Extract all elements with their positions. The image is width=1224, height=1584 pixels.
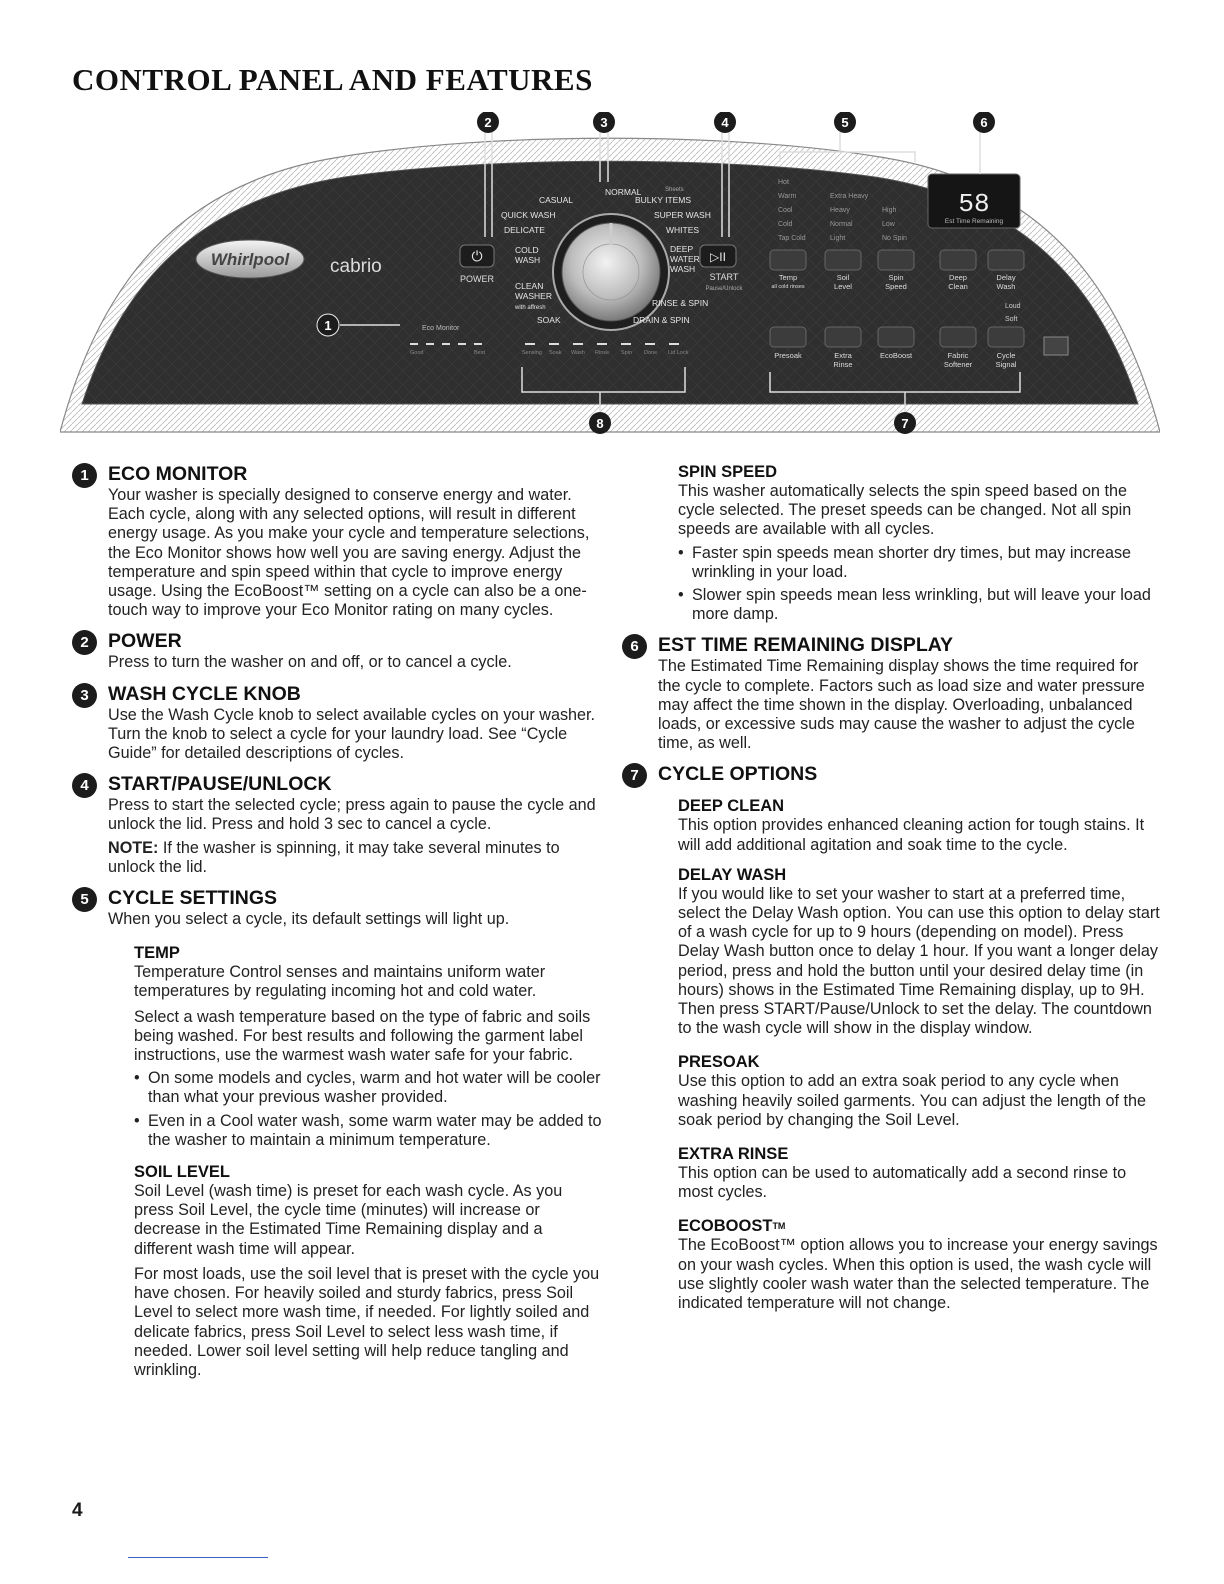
section-heading: CYCLE OPTIONS [658, 763, 818, 786]
svg-text:Spin: Spin [621, 350, 633, 356]
subsection-heading: TEMP [134, 944, 180, 963]
subsection-heading [678, 1216, 1162, 1236]
svg-text:Extra Heavy: Extra Heavy [830, 193, 869, 200]
paragraph: This option provides enhanced cleaning action for tough stains. It will add additional agitation and soak time to the cycle. [678, 816, 1145, 854]
svg-text:Sensing: Sensing [522, 350, 542, 356]
svg-text:DELICATE: DELICATE [504, 225, 545, 235]
section-heading: EST TIME REMAINING DISPLAY [658, 634, 954, 657]
paragraph: This option can be used to automatically add a second rinse to most cycles. [678, 1164, 1127, 1202]
svg-text:Softener: Softener [943, 360, 973, 369]
subsection-heading: SOIL LEVEL [134, 1163, 230, 1182]
wash-cycle-knob [553, 214, 669, 330]
subsection-heading: DELAY WASH [678, 865, 787, 884]
svg-text:Level: Level [834, 282, 852, 291]
note-paragraph [108, 839, 602, 877]
subsection-heading: PRESOAK [678, 1053, 760, 1072]
section-heading: START/PAUSE/UNLOCK [108, 773, 332, 796]
right-column [622, 462, 1162, 1313]
paragraph: Temperature Control senses and maintains uniform water temperatures by regulating incoming hot and cold water. [134, 963, 546, 1001]
svg-text:Soil: Soil [836, 273, 850, 282]
svg-text:Cool: Cool [778, 207, 793, 214]
section-number-badge: 3 [72, 683, 97, 708]
svg-text:Soft: Soft [1005, 316, 1018, 323]
svg-text:2: 2 [484, 115, 492, 130]
svg-text:7: 7 [901, 416, 909, 431]
section-heading: ECO MONITOR [108, 463, 248, 485]
svg-text:CASUAL: CASUAL [539, 195, 574, 205]
svg-text:SUPER WASH: SUPER WASH [654, 210, 711, 220]
svg-text:Lid Lock: Lid Lock [668, 350, 689, 356]
section-body: Press to turn the washer on and off, or to cancel a cycle. [108, 653, 512, 672]
svg-text:WATER: WATER [670, 254, 700, 264]
svg-text:WASHER: WASHER [515, 291, 552, 301]
svg-text:Delay: Delay [996, 273, 1016, 282]
paragraph: This washer automatically selects the spin speed based on the cycle selected. The preset speeds can be changed. Not all spin speeds are available with all cycles. [678, 482, 1132, 539]
section-start-pause-unlock [72, 772, 602, 877]
svg-text:Wash: Wash [996, 282, 1016, 291]
svg-text:Loud: Loud [1005, 303, 1021, 310]
svg-text:Speed: Speed [885, 282, 907, 291]
subsection-deep-clean [622, 796, 1162, 854]
section-cycle-settings [72, 886, 602, 929]
subsection-temp [72, 943, 602, 1150]
svg-text:BULKY ITEMS: BULKY ITEMS [635, 195, 692, 205]
svg-text:▷II: ▷II [710, 250, 726, 264]
svg-text:Tap Cold: Tap Cold [778, 235, 806, 242]
svg-text:POWER: POWER [459, 274, 495, 284]
subsection-heading: DEEP CLEAN [678, 797, 785, 816]
section-power [72, 629, 602, 672]
section-body: Press to start the selected cycle; press again to pause the cycle and unlock the lid. Press and hold 3 sec to cancel a cycle. [108, 796, 596, 834]
section-number-badge: 5 [72, 887, 97, 912]
svg-text:START: START [709, 272, 739, 282]
svg-text:EcoBoost: EcoBoost [879, 351, 913, 360]
svg-text:Soak: Soak [549, 350, 562, 356]
control-panel-illustration [60, 112, 1160, 452]
section-number-badge: 6 [622, 634, 647, 659]
svg-text:Deep: Deep [949, 273, 967, 282]
section-est-time-remaining [622, 633, 1162, 753]
svg-text:Est Time Remaining: Est Time Remaining [944, 218, 1004, 225]
svg-text:DEEP: DEEP [670, 244, 694, 254]
section-heading: POWER [108, 630, 182, 653]
svg-text:NORMAL: NORMAL [605, 187, 642, 197]
svg-text:Low: Low [882, 221, 895, 228]
paragraph: Use this option to add an extra soak period to any cycle when washing heavily soiled garments. You can adjust the length of the soak period by changing the Soil Level. [678, 1072, 1146, 1129]
svg-text:DRAIN & SPIN: DRAIN & SPIN [633, 315, 690, 325]
svg-text:Cold: Cold [778, 221, 793, 228]
svg-text:Light: Light [830, 235, 846, 242]
svg-text:Heavy: Heavy [830, 207, 850, 214]
svg-text:Eco Monitor: Eco Monitor [422, 325, 460, 332]
section-number-badge: 1 [72, 463, 97, 488]
svg-text:COLD: COLD [515, 245, 539, 255]
trademark-mark: TM [772, 1221, 786, 1232]
svg-text:Warm: Warm [778, 193, 797, 200]
svg-text:No Spin: No Spin [882, 235, 907, 242]
section-number-badge: 2 [72, 630, 97, 655]
svg-text:Spin: Spin [888, 273, 904, 282]
subsection-delay-wash [622, 865, 1162, 1039]
section-body: Your washer is specially designed to conserve energy and water. Each cycle, along with any selected options, will result in different energy usage. As you make your cycle and temperature selections, the Eco Monitor shows how well you are saving energy. Adjust the temperature and spin speed within that cycle to improve energy usage. Using the EcoBoost™ setting on a cycle can also be a one-touch way to improve your Eco Monitor rating on many cycles. [108, 486, 590, 620]
svg-text:Fabric: Fabric [947, 351, 969, 360]
time-remaining-display [928, 174, 1020, 228]
svg-text:Wash: Wash [571, 350, 585, 356]
svg-text:Clean: Clean [948, 282, 968, 291]
section-number-badge: 7 [622, 763, 647, 788]
section-number-badge: 4 [72, 773, 97, 798]
section-wash-cycle-knob [72, 682, 602, 764]
section-eco-monitor [72, 462, 602, 620]
svg-text:8: 8 [596, 416, 604, 431]
subsection-spin-speed [622, 462, 1162, 624]
subsection-presoak [622, 1052, 1162, 1130]
note-label: NOTE: [108, 838, 159, 857]
power-button [460, 245, 495, 284]
section-body: When you select a cycle, its default settings will light up. [108, 910, 510, 929]
section-heading: WASH CYCLE KNOB [108, 682, 301, 705]
subsection-heading: SPIN SPEED [678, 463, 778, 481]
svg-text:Normal: Normal [830, 221, 853, 228]
bullet-item: • On some models and cycles, warm and hot water will be cooler than what your previous washer provided. [134, 1069, 602, 1107]
svg-text:Cycle: Cycle [996, 351, 1016, 360]
svg-text:Rinse: Rinse [833, 360, 853, 369]
subsection-soil-level [72, 1162, 602, 1380]
paragraph: The EcoBoost™ option allows you to increase your energy savings on your wash cycles. When this option is used, the wash cycle will use slightly cooler wash water than the selected temperature. The indicated temperature will not change. [678, 1236, 1158, 1313]
svg-text:Presoak: Presoak [774, 351, 802, 360]
svg-text:1: 1 [324, 318, 332, 333]
svg-text:with affresh: with affresh [515, 305, 546, 311]
svg-text:WASH: WASH [515, 255, 541, 265]
svg-text:High: High [882, 207, 897, 214]
bullet-item: • Even in a Cool water wash, some warm water may be added to the washer to maintain a minimum temperature. [134, 1112, 602, 1150]
note-text: If the washer is spinning, it may take several minutes to unlock the lid. [108, 838, 560, 876]
svg-text:WASH: WASH [670, 264, 696, 274]
section-cycle-options [622, 762, 1162, 786]
svg-text:Sheets: Sheets [665, 187, 684, 193]
section-body: Use the Wash Cycle knob to select available cycles on your washer. Turn the knob to select a cycle for your laundry load. See “Cycle Guide” for detailed descriptions of cycles. [108, 705, 596, 763]
svg-text:Good: Good [410, 350, 424, 356]
svg-text:Pause/Unlock: Pause/Unlock [705, 286, 743, 292]
svg-text:SOAK: SOAK [537, 315, 561, 325]
svg-text:QUICK WASH: QUICK WASH [501, 210, 556, 220]
svg-text:3: 3 [600, 115, 608, 130]
svg-text:5: 5 [841, 115, 849, 130]
footer-rule [128, 1557, 268, 1558]
svg-text:RINSE & SPIN: RINSE & SPIN [652, 298, 709, 308]
svg-text:WHITES: WHITES [666, 225, 700, 235]
svg-text:6: 6 [980, 115, 988, 130]
svg-text:Signal: Signal [995, 360, 1017, 369]
paragraph: Soil Level (wash time) is preset for each wash cycle. As you press Soil Level, the cycle time (minutes) will increase or decrease in the Estimated Time Remaining display and a different wash time will appear. [134, 1182, 563, 1258]
left-column [72, 462, 602, 1380]
bullet-item: • Faster spin speeds mean shorter dry times, but may increase wrinkling in your load. [678, 544, 1162, 582]
svg-text:58: 58 [958, 189, 990, 219]
subsection-heading: EXTRA RINSE [678, 1145, 789, 1164]
svg-text:Best: Best [474, 350, 486, 356]
svg-text:CLEAN: CLEAN [515, 281, 544, 291]
svg-text:⏻: ⏻ [471, 248, 483, 264]
page-title: CONTROL PANEL AND FEATURES [72, 62, 593, 97]
paragraph: Select a wash temperature based on the type of fabric and soils being washed. For best results and following the garment label instructions, use the warmest wash water safe for your fabric. [134, 1007, 591, 1065]
svg-text:Extra: Extra [834, 351, 852, 360]
subsection-extra-rinse [622, 1144, 1162, 1202]
section-heading: CYCLE SETTINGS [108, 887, 278, 910]
svg-text:Hot: Hot [778, 179, 789, 186]
model-name: cabrio [330, 256, 382, 277]
svg-text:Done: Done [644, 350, 658, 356]
paragraph: If you would like to set your washer to start at a preferred time, select the Delay Wash option. You can use this option to delay start of a wash cycle for up to 9 hours (depending on model). Press Delay Wash button once to delay 1 hour. If you want a longer delay period, press and hold the button until your desired delay time (in hours) shows in the Estimated Time Remaining display, up to 9H. Then press START/Pause/Unlock to set the delay. The countdown to the wash cycle will show in the display window. [678, 884, 1160, 1038]
svg-text:Rinse: Rinse [595, 350, 610, 356]
svg-text:Whirlpool: Whirlpool [210, 250, 290, 269]
page-number: 4 [72, 1500, 83, 1521]
svg-text:4: 4 [721, 115, 729, 130]
paragraph: For most loads, use the soil level that is preset with the cycle you have chosen. For heavily soiled and sturdy fabrics, press Soil Level to select more wash time, if needed. For lightly soiled and delicate fabrics, press Soil Level to select less wash time, if needed. Lower soil level setting will help reduce tangling and wrinkling. [134, 1264, 600, 1379]
bullet-item: • Slower spin speeds mean less wrinkling, but will leave your load more damp. [678, 586, 1162, 624]
svg-text:Temp: Temp [778, 273, 798, 282]
energy-star-icon [1044, 337, 1068, 355]
svg-text:all cold rinses: all cold rinses [771, 284, 805, 290]
whirlpool-logo [196, 240, 304, 278]
section-body: The Estimated Time Remaining display shows the time required for the cycle to complete. Factors such as load size and water pressure may affect the time shown in the display. Overloading, unbalanced loads, or excessive suds may cause the washer to adjust the cycle time, as well. [658, 657, 1145, 753]
subsection-ecoboost [622, 1216, 1162, 1313]
ecoboost-title: ECOBOOST [678, 1217, 773, 1236]
